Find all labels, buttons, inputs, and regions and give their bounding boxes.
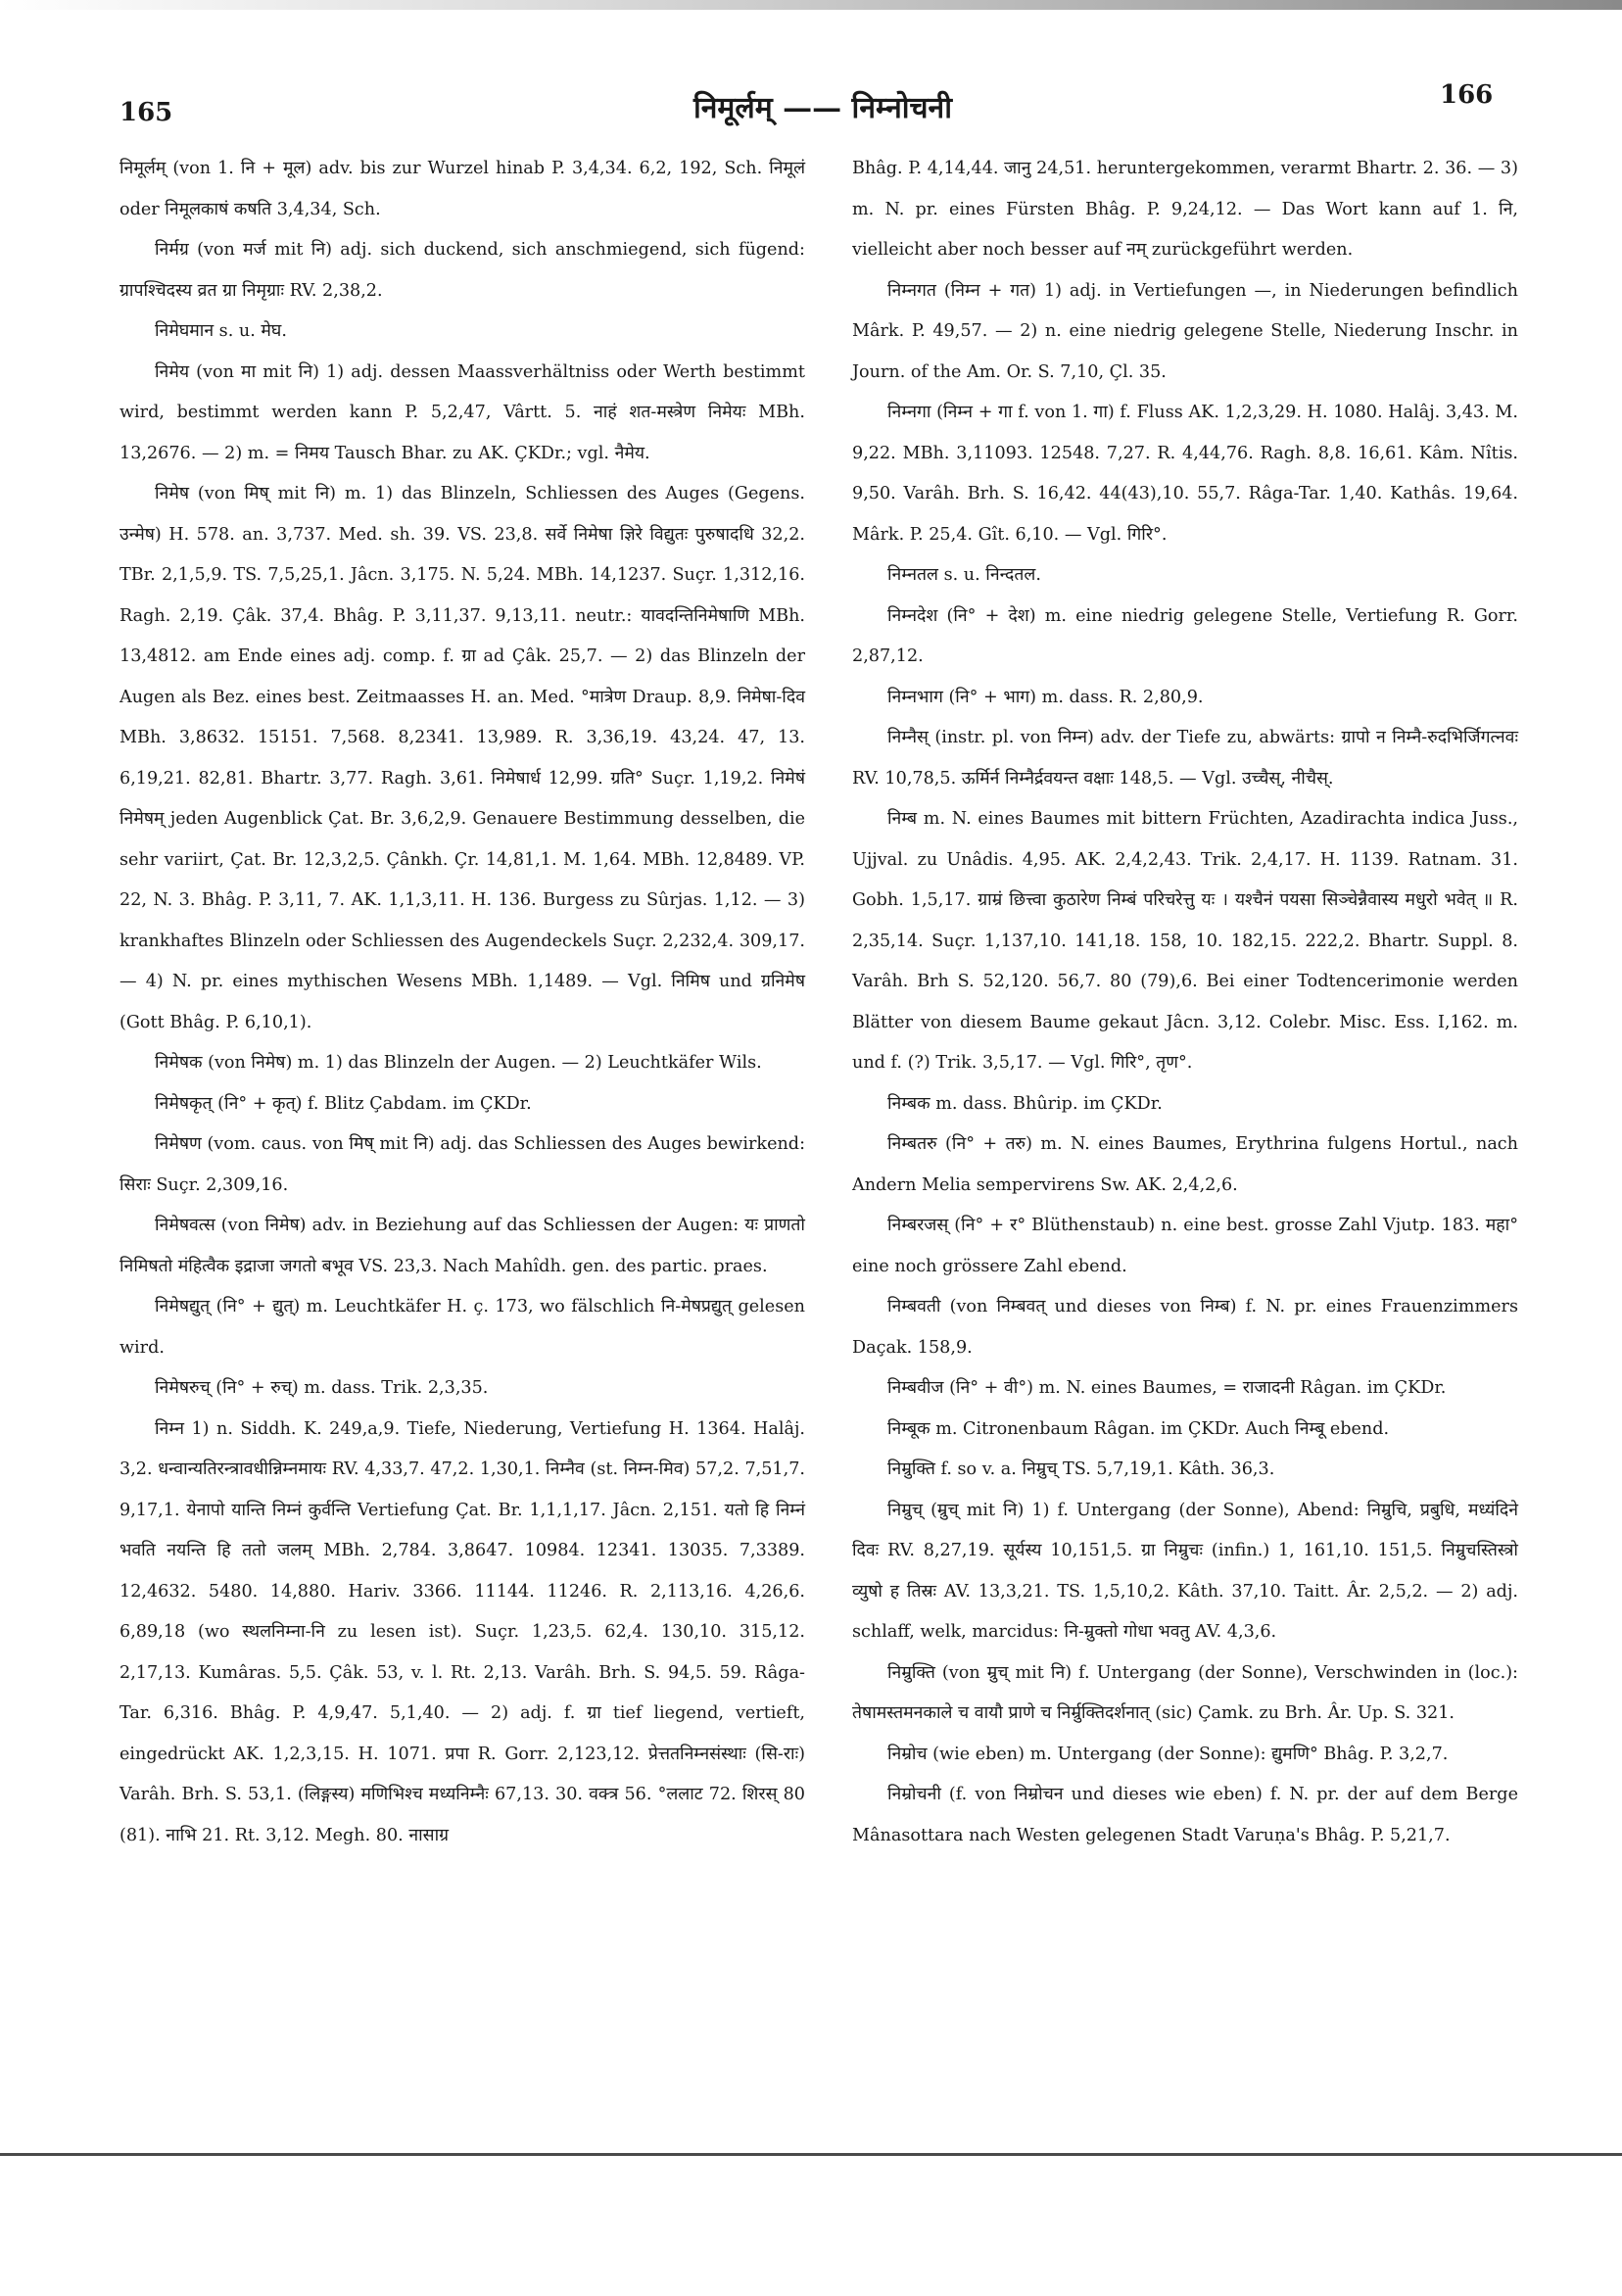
top-edge-shading: [0, 0, 1622, 10]
entry-nimeshana: निमेषण (vom. caus. von मिष् mit नि) adj. das Schliessen des Auges bewirkend: सिराः Suçr. 2,309,16.: [119, 1134, 805, 1195]
entry-nimna: निम्न 1) n. Siddh. K. 249,a,9. Tiefe, Niederung, Vertiefung H. 1364. Halâj. 3,2. धन्वान्यतिरन्त्रावधीन्निम्नमायः RV. 4,33,7. 47,2. 1,30,1. निम्नैव (st. निम्न-मिव) 57,2. 7,51,7. 9,17,1. येनापो यान्ति निम्नं कुर्वन्ति Vertiefung Çat. Br. 1,1,1,17. Jâcn. 2,151. यतो हि निम्नं भवति नयन्ति हि ततो जलम् MBh. 2,784. 3,8647. 10984. 12341. 13035. 7,3389. 12,4632. 5480. 14,880. Hariv. 3366. 11144. 11246. R. 2,113,16. 4,26,6. 6,89,18 (wo स्थलनिम्ना-नि zu lesen ist). Suçr. 1,23,5. 62,4. 130,10. 315,12. 2,17,13. Kumâras. 5,5. Çâk. 53, v. l. Rt. 2,13. Varâh. Brh. S. 94,5. 59. Râga-Tar. 6,316. Bhâg. P. 4,9,47. 5,1,40. — 2) adj. f. ग्रा tief liegend, vertieft, eingedrückt AK. 1,2,3,15. H. 1071. प्रपा R. Gorr. 2,123,12. प्रेत्ततनिम्नसंस्थाः (सि-राः) Varâh. Brh. S. 53,1. (लिङ्गस्य) मणिभिश्च मध्यनिम्नैः 67,13. 30. वक्त्र 56. °ललाट 72. शिरस् 80 (81). नाभि 21. Rt. 3,12. Megh. 80. नासाग्र: [119, 1418, 805, 1845]
entry-nimnatala: निम्नतल s. u. निन्दतल.: [887, 565, 1041, 585]
page-number-left: 165: [119, 98, 173, 127]
entry-nimbavati: निम्बवती (von निम्बवत् und dieses von निम्ब) f. N. pr. eines Frauenzimmers Daçak. 158,9.: [852, 1297, 1518, 1358]
running-headword: निमूर्लम् —— निम्नोचनी: [693, 91, 952, 125]
entry-nimrukti-1: निम्रुक्ति f. so v. a. निम्रुच् TS. 5,7,19,1. Kâth. 36,3.: [887, 1459, 1275, 1479]
entry-nimesha: निमेष (von मिष् mit नि) m. 1) das Blinzeln, Schliessen des Auges (Gegens. उन्मेष) H. 578. an. 3,737. Med. sh. 39. VS. 23,8. सर्वे निमेषा ज्ञिरे विद्युतः पुरुषादधि 32,2. TBr. 2,1,5,9. TS. 7,5,25,1. Jâcn. 3,175. N. 5,24. MBh. 14,1237. Suçr. 1,312,16. Ragh. 2,19. Çâk. 37,4. Bhâg. P. 3,11,37. 9,13,11. neutr.: यावदन्तिनिमेषाणि MBh. 13,4812. am Ende eines adj. comp. f. ग्रा ad Çâk. 25,7. — 2) das Blinzeln der Augen als Bez. eines best. Zeitmaasses H. an. Med. °मात्रेण Draup. 8,9. निमेषा-दिव MBh. 3,8632. 15151. 7,568. 8,2341. 13,989. R. 3,36,19. 43,24. 47, 13. 6,19,21. 82,81. Bhartr. 3,77. Ragh. 3,61. निमेषार्ध 12,99. ग्रति° Suçr. 1,19,2. निमेषं निमेषम् jeden Augenblick Çat. Br. 3,6,2,9. Genauere Bestimmung desselben, die sehr variirt, Çat. Br. 12,3,2,5. Çânkh. Çr. 14,81,1. M. 1,64. MBh. 12,8489. VP. 22, N. 3. Bhâg. P. 3,11, 7. AK. 1,1,3,11. H. 136. Burgess zu Sûrjas. 1,12. — 3) krankhaftes Blinzeln oder Schliessen des Augendeckels Suçr. 2,232,4. 309,17. — 4) N. pr. eines mythischen Wesens MBh. 1,1489. — Vgl. निमिष und ग्रनिमेष (Gott Bhâg. P. 6,10,1).: [119, 484, 805, 1032]
entry-nimbuka: निम्बूक m. Citronenbaum Râgan. im ÇKDr. Auch निम्बू ebend.: [887, 1418, 1390, 1439]
entry-nimnabhaga: निम्नभाग (नि° + भाग) m. dass. R. 2,80,9.: [887, 687, 1204, 707]
entry-nimbaka: निम्बक m. dass. Bhûrip. im ÇKDr.: [887, 1093, 1163, 1114]
entry-nimbataru: निम्बतरु (नि° + तरु) m. N. eines Baumes, Erythrina fulgens Hortul., nach Andern Melia sempervirens Sw. AK. 2,4,2,6.: [852, 1134, 1518, 1195]
entry-nimeshavatsa: निमेषवत्स (von निमेष) adv. in Beziehung auf das Schliessen der Augen: यः प्राणतो निमिषतो मंहित्वैक इद्राजा जगतो बभूव VS. 23,3. Nach Mahîdh. gen. des partic. praes.: [119, 1216, 805, 1276]
bottom-rule: [0, 2153, 1622, 2156]
entry-nimbarajas: निम्बरजस् (नि° + र° Blüthenstaub) n. eine best. grosse Zahl Vjutp. 183. महा° eine noch grössere Zahl ebend.: [852, 1216, 1518, 1276]
entry-nimrgra: निर्मग्र (von मर्ज mit नि) adj. sich duckend, sich anschmiegend, sich fügend: ग्रापश्चिदस्य व्रत ग्रा निमृग्राः RV. 2,38,2.: [119, 240, 805, 301]
entry-nimnaga: निम्नगा (निम्न + गा f. von 1. गा) f. Fluss AK. 1,2,3,29. H. 1080. Halâj. 3,43. M. 9,22. MBh. 3,11093. 12548. 7,27. R. 4,44,76. Ragh. 8,8. 16,61. Kâm. Nîtis. 9,50. Varâh. Brh. S. 16,42. 44(43),10. 55,7. Râga-Tar. 1,40. Kathâs. 19,64. Mârk. P. 25,4. Gît. 6,10. — Vgl. गिरि°.: [852, 403, 1518, 545]
left-column: [119, 149, 805, 1856]
entry-nimulam: निमूर्लम् (von 1. नि + मूल) adv. bis zur Wurzel hinab P. 3,4,34. 6,2, 192, Sch. निमूलं oder निमूलकाषं कषति 3,4,34, Sch.: [119, 159, 805, 219]
entry-nimeshakrt: निमेषकृत् (नि° + कृत्) f. Blitz Çabdam. im ÇKDr.: [155, 1093, 532, 1114]
entry-nimeya: निमेय (von मा mit नि) 1) adj. dessen Maassverhältniss oder Werth bestimmt wird, bestimmt werden kann P. 5,2,47, Vârtt. 5. नाहं शत-मस्त्रेण निमेयः MBh. 13,2676. — 2) m. = निमय Tausch Bhar. zu AK. ÇKDr.; vgl. नैमेय.: [119, 361, 805, 463]
entry-nimba: निम्ब m. N. eines Baumes mit bittern Früchten, Azadirachta indica Juss., Ujjval. zu Unâdis. 4,95. AK. 2,4,2,43. Trik. 2,4,17. H. 1139. Ratnam. 31. Gobh. 1,5,17. ग्राम्रं छित्त्वा कुठारेण निम्बं परिचरेत्तु यः । यश्चैनं पयसा सिञ्चेन्नैवास्य मधुरो भवेत् ॥ R. 2,35,14. Suçr. 1,137,10. 141,18. 158, 10. 182,15. 222,2. Bhartr. Suppl. 8. Varâh. Brh S. 52,120. 56,7. 80 (79),6. Bei einer Todtencerimonie werden Blätter von diesem Baume gekaut Jâcn. 3,12. Colebr. Misc. Ess. I,162. m. und f. (?) Trik. 3,5,17. — Vgl. गिरि°, तृण°.: [852, 809, 1518, 1073]
entry-nimeshadyut: निमेषद्युत् (नि° + द्युत्) m. Leuchtkäfer H. ç. 173, wo fälschlich नि-मेषप्रद्युत् gelesen wird.: [119, 1297, 805, 1358]
page-number-right: 166: [1440, 80, 1494, 110]
entry-nimruch: निम्रुच् (म्रुच् mit नि) 1) f. Untergang (der Sonne), Abend: निम्रुचि, प्रबुधि, मध्यंदिने दिवः RV. 8,27,19. सूर्यस्य 10,151,5. ग्रा निम्रुचः (infin.) 1, 161,10. 151,5. निम्रुचस्तिस्त्रो व्युषो ह तिस्रः AV. 13,3,21. TS. 1,5,10,2. Kâth. 37,10. Taitt. Âr. 2,5,2. — 2) adj. schlaff, welk, marcidus: नि-म्रुक्तो गोधा भवतु AV. 4,3,6.: [852, 1500, 1518, 1642]
entry-nimrochani: निम्रोचनी (f. von निम्रोचन und dieses wie eben) f. N. pr. der auf dem Berge Mânasottara nach Westen gelegenen Stadt Varuṇa's Bhâg. P. 5,21,7.: [852, 1785, 1518, 1845]
entry-nimrukti-2: निम्रुक्ति (von म्रुच् mit नि) f. Untergang (der Sonne), Verschwinden in (loc.): तेषामस्तमनकाले च वायौ प्राणे च निर्म्रुक्तिदर्शनात् (sic) Çamk. zu Brh. Âr. Up. S. 321.: [852, 1662, 1518, 1723]
entry-nimrocha: निम्रोच (wie eben) m. Untergang (der Sonne): द्युमणि° Bhâg. P. 3,2,7.: [887, 1744, 1449, 1764]
entry-nimbavija: निम्बवीज (नि° + वी°) m. N. eines Baumes, = राजादनी Râgan. im ÇKDr.: [887, 1378, 1447, 1398]
entry-nimnagata: निम्नगत (निम्न + गत) 1) adj. in Vertiefungen —, in Niederungen befindlich Mârk. P. 49,57. — 2) n. eine niedrig gelegene Stelle, Niederung Inschr. in Journ. of the Am. Or. S. 7,10, Çl. 35.: [852, 280, 1518, 382]
entry-nimesharuch: निमेषरुच् (नि° + रुच्) m. dass. Trik. 2,3,35.: [155, 1378, 489, 1398]
entry-nimna-continued: Bhâg. P. 4,14,44. जानु 24,51. heruntergekommen, verarmt Bhartr. 2. 36. — 3) m. N. pr. eines Fürsten Bhâg. P. 9,24,12. — Das Wort kann auf 1. नि, vielleicht aber noch besser auf नम् zurückgeführt werden.: [852, 159, 1518, 260]
entry-nimeshaka: निमेषक (von निमेष) m. 1) das Blinzeln der Augen. — 2) Leuchtkäfer Wils.: [155, 1053, 762, 1073]
entry-nimnais: निम्नैस् (instr. pl. von निम्न) adv. der Tiefe zu, abwärts: ग्रापो न निम्नै-रुदभिर्जिगत्नवः RV. 10,78,5. ऊर्मिर्न निम्नैर्द्रवयन्त वक्षाः 148,5. — Vgl. उच्चैस्, नीचैस्.: [852, 728, 1518, 789]
right-column: [852, 149, 1518, 1856]
entry-nimnadesha: निम्नदेश (नि° + देश) m. eine niedrig gelegene Stelle, Vertiefung R. Gorr. 2,87,12.: [852, 605, 1518, 666]
entry-nimeghamana: निमेघमान s. u. मेघ.: [155, 321, 287, 341]
